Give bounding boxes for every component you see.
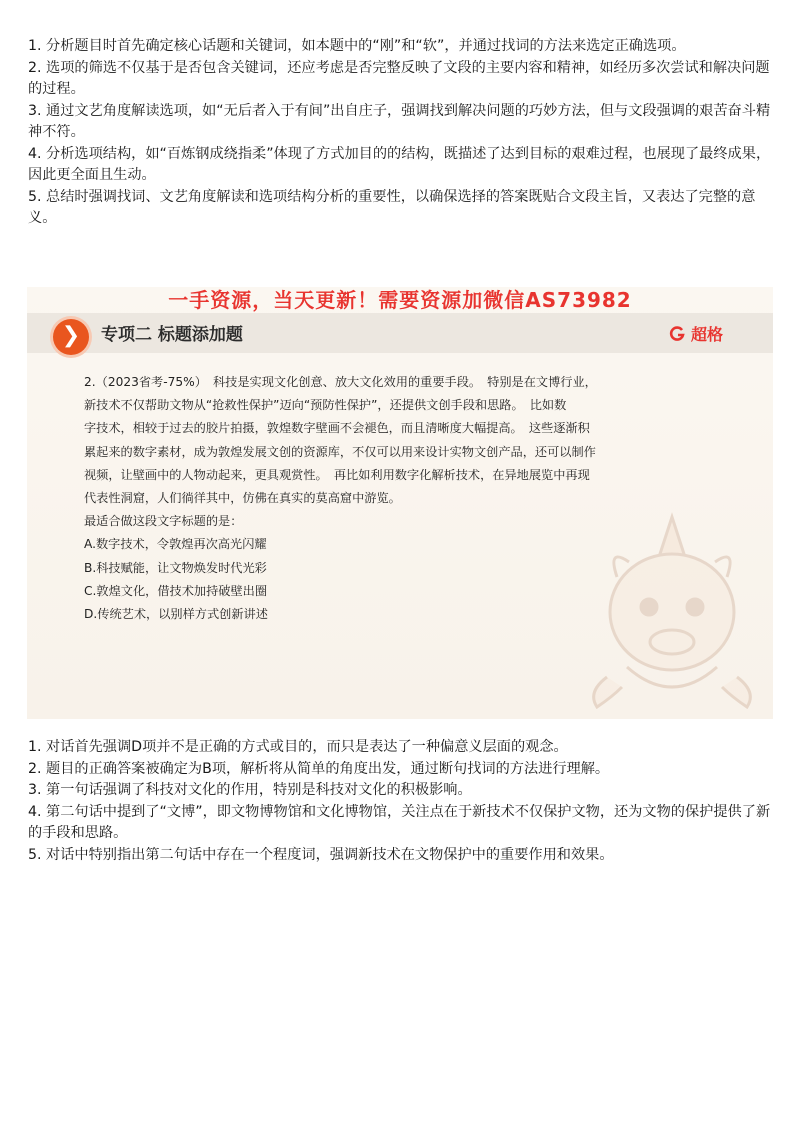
question-line: 代表性洞窟，人们徜徉其中，仿佛在真实的莫高窟中游览。 [84, 491, 401, 506]
notes-top [28, 36, 778, 230]
note-item: 5. 总结时强调找词、文艺角度解读和选项结构分析的重要性，以确保选择的答案既贴合文段主旨，又表达了完整的意义。 [28, 188, 756, 226]
note-item: 4. 第二句话中提到了“文博”，即文物博物馆和文化博物馆，关注点在于新技术不仅保护文物，还为文物的保护提供了新的手段和思路。 [28, 803, 771, 841]
note-item: 3. 第一句话强调了科技对文化的作用，特别是科技对文化的积极影响。 [28, 782, 472, 798]
note-item: 2. 题目的正确答案被确定为B项，解析将从简单的角度出发，通过断句找词的方法进行理解。 [28, 760, 610, 777]
brand-icon [669, 322, 685, 348]
note-item: 2. 选项的筛选不仅基于是否包含关键词，还应考虑是否完整反映了文段的主要内容和精神，如经历多次尝试和解决问题的过程。 [28, 59, 770, 97]
note-item: 3. 通过文艺角度解读选项，如“无后者入于有间”出自庄子，强调找到解决问题的巧妙方法，但与文段强调的艰苦奋斗精神不符。 [28, 102, 771, 140]
option-c: C.敦煌文化，借技术加持破壁出圈 [84, 583, 268, 598]
unicorn-mascot-icon [567, 507, 773, 719]
question-line: 视频，让壁画中的人物动起来，更具观赏性。 再比如利用数字化解析技术，在异地展览中再现 [84, 467, 590, 482]
notes-bottom [28, 737, 778, 866]
option-a: A.数字技术，令敦煌再次高光闪耀 [84, 537, 267, 552]
slide-image [27, 287, 773, 719]
note-item: 1. 分析题目时首先确定核心话题和关键词，如本题中的“刚”和“软”，并通过找词的方法来选定正确选项。 [28, 38, 686, 54]
question-prompt: 最适合做这段文字标题的是： [84, 514, 243, 529]
option-d: D.传统艺术，以别样方式创新讲述 [84, 607, 268, 622]
chevron-right-icon: ❯ [53, 319, 89, 355]
question-line: 2.（2023省考-75%） 科技是实现文化创意、放大文化效用的重要手段。 特别是在文博行业， [84, 375, 597, 389]
question-line: 累起来的数字素材，成为敦煌发展文创的资源库，不仅可以用来设计实物文创产品，还可以制作 [84, 444, 596, 459]
brand-logo [669, 322, 723, 348]
question-line: 字技术，相较于过去的胶片拍摄，敦煌数字壁画不会褪色，而且清晰度大幅提高。 这些逐渐积 [84, 421, 590, 436]
section-title: 专项二 标题添加题 [101, 325, 243, 345]
note-item: 4. 分析选项结构，如“百炼钢成绕指柔”体现了方式加目的的结构，既描述了达到目标的艰难过程，也展现了最终成果，因此更全面且生动。 [28, 145, 771, 183]
question-line: 新技术不仅帮助文物从“抢救性保护”迈向“预防性保护”，还提供文创手段和思路。 比如数 [84, 398, 567, 413]
option-b: B.科技赋能，让文物焕发时代光彩 [84, 560, 267, 575]
note-item: 1. 对话首先强调D项并不是正确的方式或目的，而只是表达了一种偏意义层面的观念。 [28, 739, 568, 755]
brand-name: 超格 [690, 325, 723, 344]
watermark-banner: 一手资源，当天更新！需要资源加微信AS73982 [168, 288, 632, 312]
note-item: 5. 对话中特别指出第二句话中存在一个程度词，强调新技术在文物保护中的重要作用和效果。 [28, 846, 614, 863]
